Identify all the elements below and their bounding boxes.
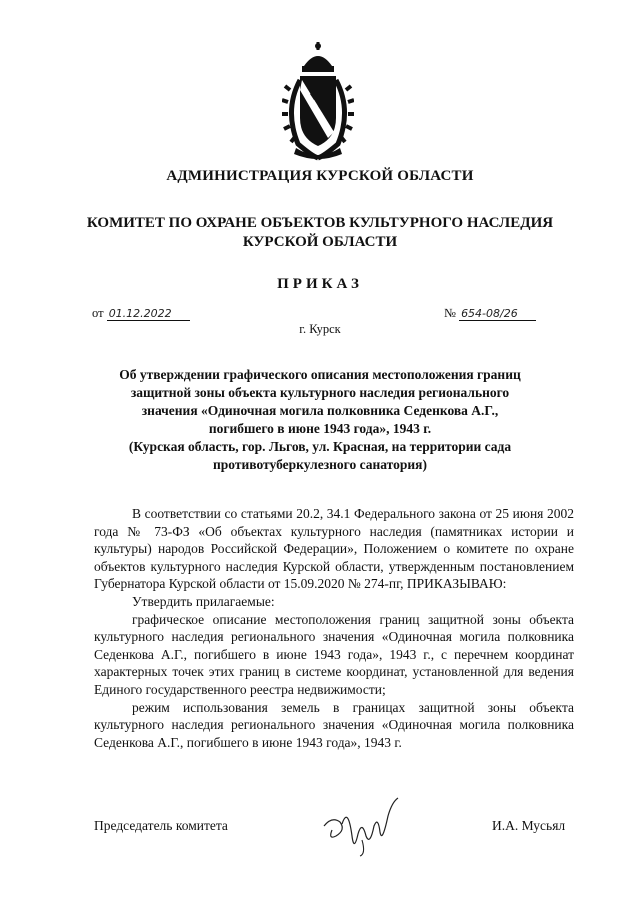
committee-heading-line: КОМИТЕТ ПО ОХРАНЕ ОБЪЕКТОВ КУЛЬТУРНОГО НАСЛЕДИЯ [86,215,554,231]
committee-heading-line: КУРСКОЙ ОБЛАСТИ [242,234,398,250]
title-line: защитной зоны объекта культурного наследия регионального [130,385,510,400]
date-value: 01.12.2022 [107,307,190,321]
number-value: 654-08/26 [459,307,536,321]
body-paragraph: режим использования земель в границах защитной зоны объекта культурного наследия регионального значения «Одиночная могила полковника Седенкова А.Г., погибшего в июне 1943 года», 1943 г. [94,699,574,750]
body-paragraph: графическое описание местоположения границ защитной зоны объекта культурного наследия регионального значения «Одиночная могила полковника Седенкова А.Г., погибшего в июне 1943 года», 1943 г., с перечнем координат характерных точек этих границ в системе координат, установленной для ведения Единого государственного реестра недвижимости; [94,611,574,697]
administration-heading: АДМИНИСТРАЦИЯ КУРСКОЙ ОБЛАСТИ [166,168,474,184]
signer-name: И.А. Мусьял [492,818,566,833]
title-line: значения «Одиночная могила полковника Седенкова А.Г., [141,403,499,418]
body-paragraph: В соответствии со статьями 20.2, 34.1 Федерального закона от 25 июня 2002 года № 73-ФЗ «Об объектах культурного наследия (памятниках истории и культуры) народов Российской Федерации», Положением о комитете по охране объектов культурного наследия Курской области, утвержденным постановлением Губернатора Курской области от 15.09.2020 № 274-пг, ПРИКАЗЫВАЮ: [94,506,574,592]
order-number [444,306,536,321]
number-prefix: № [444,306,456,320]
city: г. Курск [299,322,341,336]
signature-icon [318,796,408,858]
order-title [80,366,560,474]
title-line: Об утверждении графического описания местоположения границ [119,367,521,382]
date-prefix: от [92,306,104,320]
coat-of-arms-icon [282,40,354,162]
title-line: погибшего в июне 1943 года», 1943 г. [208,421,432,436]
signer-position: Председатель комитета [94,818,228,833]
order-body [94,505,574,751]
title-line: противотуберкулезного санатория) [213,457,427,472]
order-date [92,306,190,321]
document-type: ПРИКАЗ [277,276,363,292]
body-paragraph: Утвердить прилагаемые: [132,593,275,609]
title-line: (Курская область, гор. Льгов, ул. Красная, на территории сада [128,439,512,454]
committee-heading [60,214,580,252]
